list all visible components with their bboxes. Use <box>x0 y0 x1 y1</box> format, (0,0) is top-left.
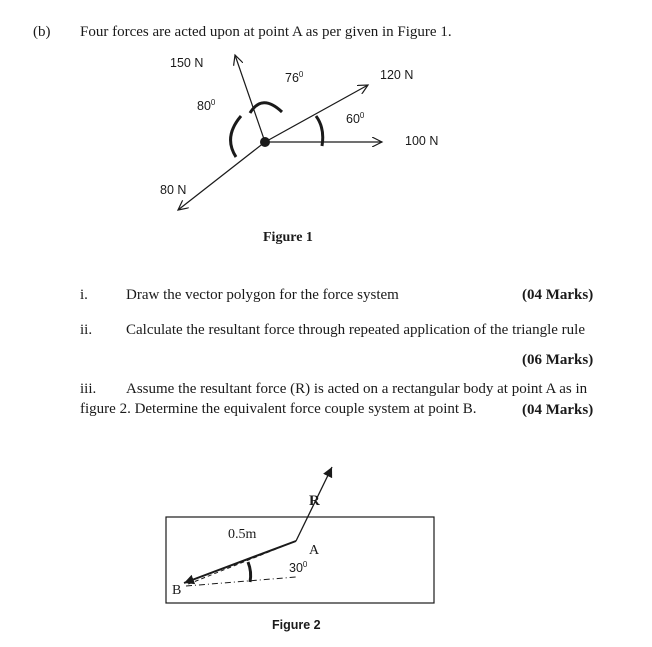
force-label-150n: 150 N <box>170 56 204 70</box>
distance-label: 0.5m <box>228 527 257 542</box>
point-b-label: B <box>172 583 182 598</box>
point-a-label: A <box>309 543 320 558</box>
angle-label-80: $80^0$ <box>197 98 216 114</box>
task-ii-numeral: ii. <box>80 322 93 338</box>
resultant-label: R <box>309 493 320 509</box>
figure-2-caption: Figure 2 <box>272 618 321 632</box>
angle-label-76: $76^0$ <box>285 70 304 86</box>
force-label-100n: 100 N <box>405 134 439 148</box>
task-iii-numeral: iii. <box>80 381 97 397</box>
task-ii-marks: (06 Marks) <box>522 352 594 368</box>
task-iii-marks: (04 Marks) <box>522 402 594 418</box>
angle-label-30: $30^0$ <box>289 560 308 576</box>
force-label-120n: 120 N <box>380 68 414 82</box>
task-i-numeral: i. <box>80 287 88 303</box>
angle-label-60: $60^0$ <box>346 111 365 127</box>
task-ii-text: Calculate the resultant force through repeated application of the triangle rule <box>126 322 585 338</box>
task-i-text: Draw the vector polygon for the force system <box>126 287 399 303</box>
force-label-80n: 80 N <box>160 183 187 197</box>
angle-arc-30 <box>248 562 251 582</box>
figure-1-caption: Figure 1 <box>263 230 313 245</box>
question-part-label: (b) <box>33 24 51 40</box>
task-iii-text-line2: figure 2. Determine the equivalent force couple system at point B. <box>80 401 477 417</box>
task-iii-text-line1: Assume the resultant force (R) is acted on a rectangular body at point A as in <box>126 381 588 397</box>
question-intro: Four forces are acted upon at point A as per given in Figure 1. <box>80 24 452 40</box>
task-i-marks: (04 Marks) <box>522 287 594 303</box>
